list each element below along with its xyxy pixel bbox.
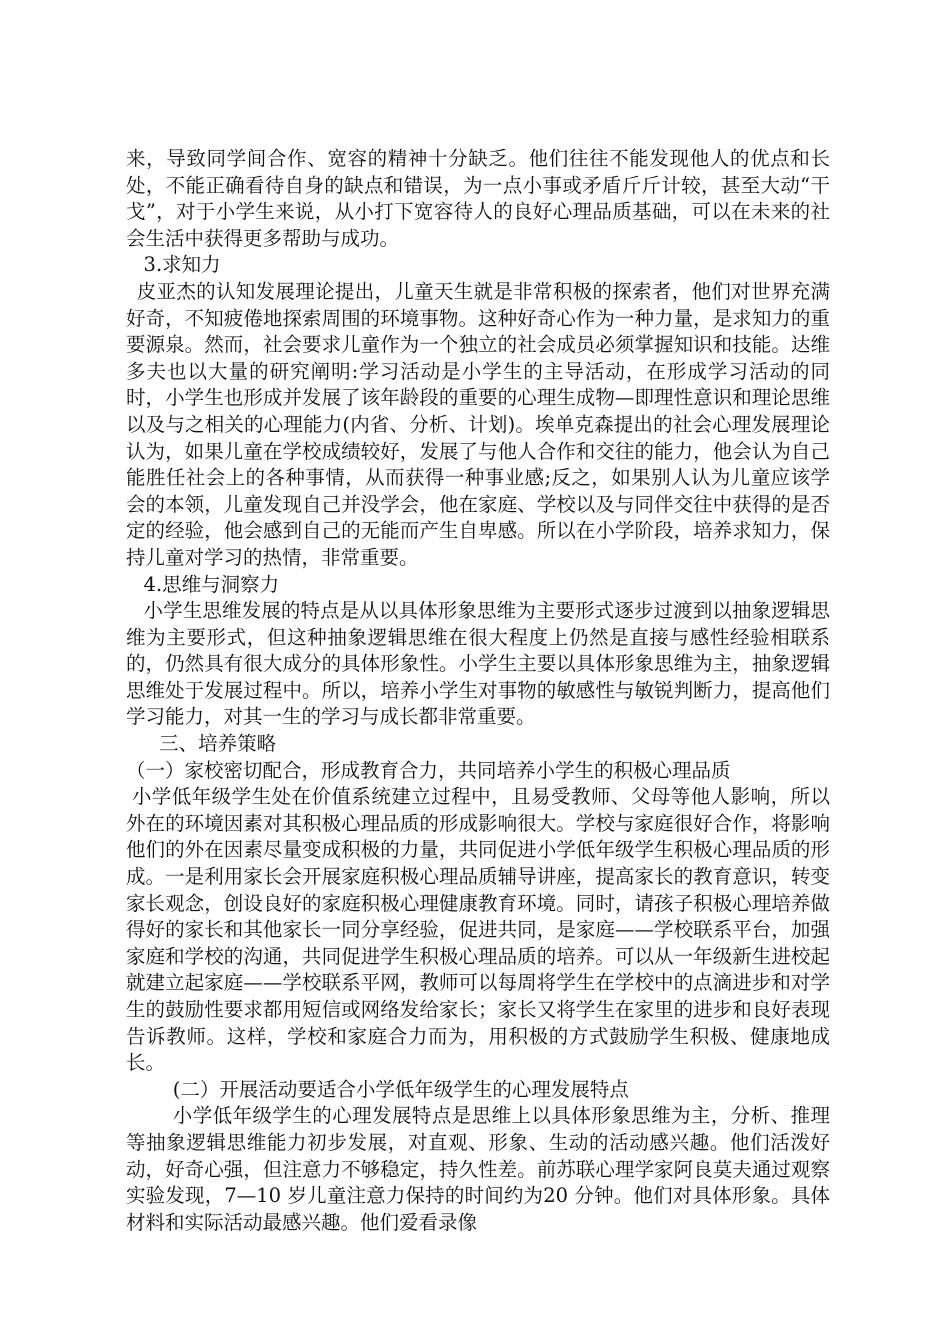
paragraph-home-school: 小学低年级学生处在价值系统建立过程中，且易受教师、父母等他人影响，所以外在的环境因素对其积极心理品质的形成影响很大。学校与家庭很好合作，将影响他们的外在因素尽量变成积极的力量，共同促进小学低年级学生积极心理品质的形成。一是利用家长会开展家庭积极心理品质辅导讲座，提高家长的教育意识，转变家长观念，创设良好的家庭积极心理健康教育环境。同时，请孩子积极心理培养做得好的家长和其他家长一同分享经验，促进共同，是家庭——学校联系平台，加强家庭和学校的沟通，共同促进学生积极心理品质的培养。可以从一年级新生进校起就建立起家庭——学校联系平网，教师可以每周将学生在学校中的点滴进步和对学生的鼓励性要求都用短信或网络发给家长；家长又将学生在家里的进步和良好表现告诉教师。这样，学校和家庭合力而为，用积极的方式鼓励学生积极、健康地成长。 — [126, 785, 830, 1075]
paragraph-tolerance-continued: 来，导致同学间合作、宽容的精神十分缺乏。他们往往不能发现他人的优点和长处，不能正确看待自身的缺点和错误，为一点小事或矛盾斤斤计较，甚至大动“干戈”，对于小学生来说，从小打下宽容待人的良好心理品质基础，可以在未来的社会生活中获得更多帮助与成功。 — [126, 147, 830, 250]
paragraph-activities: 小学低年级学生的心理发展特点是思维上以具体形象思维为主，分析、推理等抽象逻辑思维能力初步发展，对直观、形象、生动的活动感兴趣。他们活泼好动，好奇心强，但注意力不够稳定，持久性差。前苏联心理学家阿良莫夫通过观察实验发现，7—10 岁儿童注意力保持的时间约为20 分钟。他们对具体形象。具体材料和实际活动最感兴趣。他们爱看录像 — [126, 1104, 830, 1234]
document-page — [126, 146, 830, 1236]
subheading-home-school: （一）家校密切配合，形成教育合力，共同培养小学生的积极心理品质 — [126, 758, 731, 782]
subheading-activities: (二）开展活动要适合小学低年级学生的心理发展特点 — [172, 1077, 629, 1101]
paragraph-thinking-insight: 小学生思维发展的特点是从以具体形象思维为主要形式逐步过渡到以抽象逻辑思维为主要形式，但这种抽象逻辑思维在很大程度上仍然是直接与感性经验相联系的，仍然具有很大成分的具体形象性。小学生主要以具体形象思维为主，抽象逻辑思维处于发展过程中。所以，培养小学生对事物的敏感性与敏锐判断力，提高他们学习能力，对其一生的学习与成长都非常重要。 — [126, 599, 830, 729]
heading-thinking-insight: 4.思维与洞察力 — [143, 572, 280, 596]
paragraph-curiosity: 皮亚杰的认知发展理论提出，儿童天生就是非常积极的探索者，他们对世界充满好奇，不知疲倦地探索周围的环境事物。这种好奇心作为一种力量，是求知力的重要源泉。然而，社会要求儿童作为一个独立的社会成员必须掌握知识和技能。达维多夫也以大量的研究阐明:学习活动是小学生的主导活动，在形成学习活动的同时，小学生也形成并发展了该年龄段的重要的心理生成物—即理性意识和理论思维以及与之相关的心理能力(内省、分析、计划)。埃单克森提出的社会心理发展理论认为，如果儿童在学校成绩较好，发展了与他人合作和交往的能力，他会认为自己能胜任社会上的各种事情，从而获得一种事业感;反之，如果别人认为儿童应该学会的本领，儿童发现自己并没学会，他在家庭、学校以及与同伴交往中获得的是否定的经验，他会感到自己的无能而产生自卑感。所以在小学阶段，培养求知力，保持儿童对学习的热情，非常重要。 — [126, 279, 830, 569]
section-heading-strategies: 三、培养策略 — [159, 732, 277, 756]
heading-curiosity: 3.求知力 — [143, 253, 221, 277]
